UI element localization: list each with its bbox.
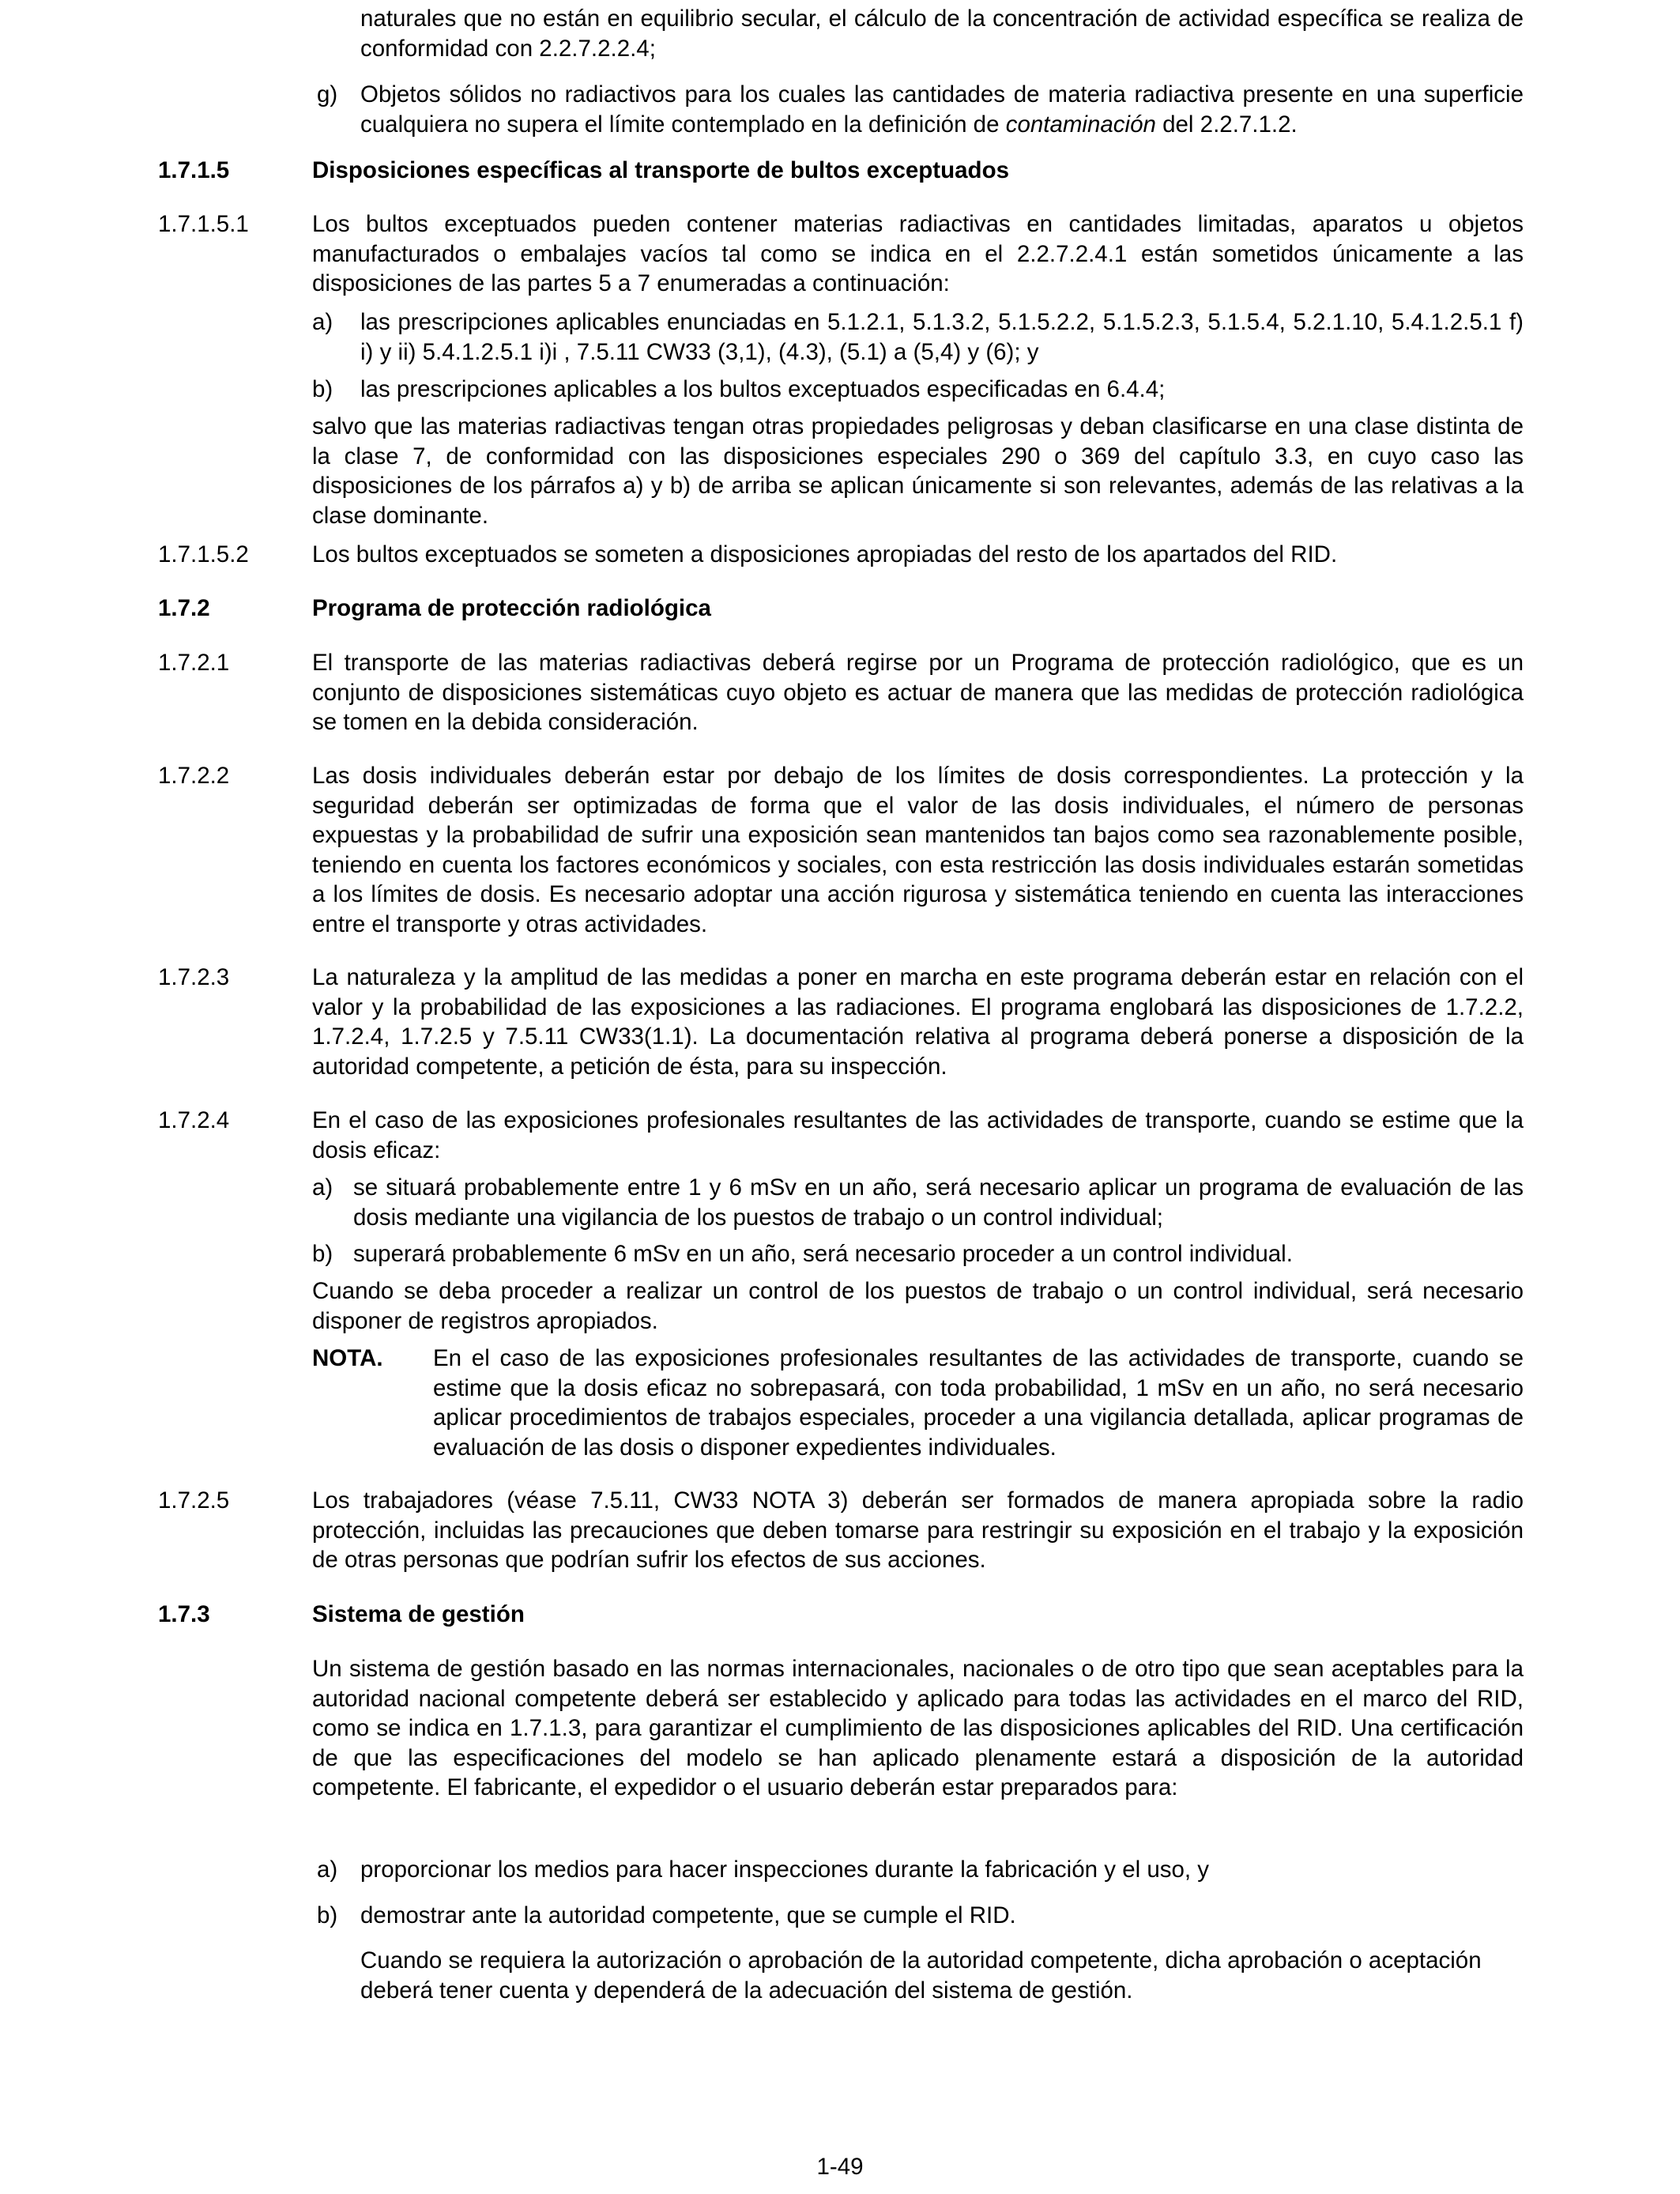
paragraph-1-7-3: Un sistema de gestión basado en las normas internacionales, nacionales o de otro tipo que sean aceptables para la autoridad nacional competente deberá ser establecido y aplicado para todas las actividades en el marco del RID, como se indica en 1.7.1.3, para garantizar el cumplimiento de las disposiciones aplicables del RID. Una certificación de que las especificaciones del modelo se han aplicado plenamente estará a disposición de la autoridad competente. El fabricante, el expedidor o el usuario deberán estar preparados para: <box>312 1656 1524 1800</box>
section-number-1-7-3: 1.7.3 <box>158 1601 210 1627</box>
section-number-1-7-1-5: 1.7.1.5 <box>158 157 230 183</box>
list-marker-b: b) <box>317 1902 338 1928</box>
paragraph-1-7-2-4: En el caso de las exposiciones profesionales resultantes de las actividades de transporte, cuando se estime que la dosis eficaz: <box>312 1107 1524 1163</box>
list-item-a: se situará probablemente entre 1 y 6 mSv en un año, será necesario aplicar un programa de evaluación de las dosis mediante una vigilancia de los puestos de trabajo o un control individual; <box>353 1174 1524 1231</box>
section-number-1-7-2-3: 1.7.2.3 <box>158 964 230 990</box>
paragraph-1-7-2-2: Las dosis individuales deberán estar por debajo de los límites de dosis correspondientes. La protección y la seguridad deberán ser optimizadas de forma que el valor de las dosis individuales, el número de personas expuestas y la probabilidad de sufrir una exposición sean mantenidos tan bajos como sea razonablemente posible, teniendo en cuenta los factores económicos y sociales, con esta restricción las dosis individuales estarán sometidas a los límites de dosis. Es necesario adoptar una acción rigurosa y sistemática teniendo en cuenta las interacciones entre el transporte y otras actividades. <box>312 763 1524 937</box>
list-item-g-emphasis: contaminación <box>1005 111 1156 138</box>
section-number-1-7-1-5-1: 1.7.1.5.1 <box>158 211 249 237</box>
section-number-1-7-2-1: 1.7.2.1 <box>158 650 230 676</box>
list-marker-b: b) <box>312 376 333 402</box>
paragraph-1-7-2-5: Los trabajadores (véase 7.5.11, CW33 NOTA 3) deberán ser formados de manera apropiada sobre la radio protección, incluidas las precauciones que deben tomarse para restringir su exposición en el trabajo y la exposición de otras personas que podrían sufrir los efectos de sus acciones. <box>312 1487 1524 1573</box>
list-marker-a: a) <box>312 1174 333 1201</box>
paragraph-1-7-2-3: La naturaleza y la amplitud de las medidas a poner en marcha en este programa deberán estar en relación con el valor y la probabilidad de las exposiciones a las radiaciones. El programa englobará las disposiciones de 1.7.2.2, 1.7.2.4, 1.7.2.5 y 7.5.11 CW33(1.1). La documentación relativa al programa deberá ponerse a disposición de la autoridad competente, a petición de ésta, para su inspección. <box>312 964 1524 1080</box>
list-item-g-text: Objetos sólidos no radiactivos para los cuales las cantidades de materia radiactiva presente en una superficie cualquiera no supera el límite contemplado en la definición de <box>360 81 1524 138</box>
list-item-g-text-end: del 2.2.7.1.2. <box>1155 111 1298 138</box>
continuation-paragraph: naturales que no están en equilibrio secular, el cálculo de la concentración de actividad específica se realiza de conformidad con 2.2.7.2.2.4; <box>360 6 1524 62</box>
paragraph-1-7-1-5-2: Los bultos exceptuados se someten a disposiciones apropiadas del resto de los apartados del RID. <box>312 541 1338 567</box>
list-item-b: demostrar ante la autoridad competente, que se cumple el RID. <box>360 1902 1016 1928</box>
note-text: En el caso de las exposiciones profesionales resultantes de las actividades de transporte, cuando se estime que la dosis eficaz no sobrepasará, con toda probabilidad, 1 mSv en un año, no será necesario aplicar procedimientos de trabajos especiales, proceder a una vigilancia detallada, aplicar programas de evaluación de las dosis o disponer expedientes individuales. <box>433 1345 1524 1461</box>
paragraph-1-7-3-tail: Cuando se requiera la autorización o aprobación de la autoridad competente, dicha aprobación o aceptación deberá tener cuenta y dependerá de la adecuación del sistema de gestión. <box>360 1947 1482 2004</box>
list-marker-a: a) <box>312 309 333 335</box>
list-marker-b: b) <box>312 1241 333 1267</box>
paragraph-1-7-1-5-1-tail: salvo que las materias radiactivas tengan otras propiedades peligrosas y deban clasificarse en una clase distinta de la clase 7, de conformidad con las disposiciones especiales 290 o 369 del capítulo 3.3, en cuyo caso las disposiciones de los párrafos a) y b) de arriba se aplican únicamente si son relevantes, además de las relativas a la clase dominante. <box>312 413 1524 529</box>
list-marker-g: g) <box>317 81 338 107</box>
list-item-b: las prescripciones aplicables a los bultos exceptuados especificadas en 6.4.4; <box>360 376 1166 402</box>
section-number-1-7-2-2: 1.7.2.2 <box>158 763 230 789</box>
section-number-1-7-2-5: 1.7.2.5 <box>158 1487 230 1514</box>
paragraph-1-7-2-4-tail: Cuando se deba proceder a realizar un control de los puestos de trabajo o un control individual, será necesario disponer de registros apropiados. <box>312 1278 1524 1334</box>
list-item-b: superará probablemente 6 mSv en un año, será necesario proceder a un control individual. <box>353 1241 1293 1267</box>
paragraph-1-7-1-5-1: Los bultos exceptuados pueden contener materias radiactivas en cantidades limitadas, aparatos u objetos manufacturados o embalajes vacíos tal como se indica en el 2.2.7.2.4.1 están sometidos únicamente a las disposiciones de las partes 5 a 7 enumeradas a continuación: <box>312 211 1524 296</box>
section-number-1-7-2: 1.7.2 <box>158 595 210 621</box>
list-item-g <box>360 80 1524 139</box>
section-number-1-7-1-5-2: 1.7.1.5.2 <box>158 541 249 567</box>
section-number-1-7-2-4: 1.7.2.4 <box>158 1107 230 1133</box>
note-label: NOTA. <box>312 1345 383 1371</box>
paragraph-1-7-2-1: El transporte de las materias radiactivas deberá regirse por un Programa de protección radiológico, que es un conjunto de disposiciones sistemáticas cuyo objeto es actuar de manera que las medidas de protección radiológica se tomen en la debida consideración. <box>312 650 1524 735</box>
section-title-1-7-2: Programa de protección radiológica <box>312 595 711 621</box>
section-title-1-7-1-5: Disposiciones específicas al transporte de bultos exceptuados <box>312 157 1010 183</box>
list-marker-a: a) <box>317 1857 338 1883</box>
section-title-1-7-3: Sistema de gestión <box>312 1601 525 1627</box>
list-item-a: proporcionar los medios para hacer inspecciones durante la fabricación y el uso, y <box>360 1857 1210 1883</box>
page-number: 1-49 <box>816 2154 864 2180</box>
list-item-a: las prescripciones aplicables enunciadas en 5.1.2.1, 5.1.3.2, 5.1.5.2.2, 5.1.5.2.3, 5.1.5.4, 5.2.1.10, 5.4.1.2.5.1 f) i) y ii) 5.4.1.2.5.1 i)i , 7.5.11 CW33 (3,1), (4.3), (5.1) a (5,4) y (6); y <box>360 309 1524 365</box>
